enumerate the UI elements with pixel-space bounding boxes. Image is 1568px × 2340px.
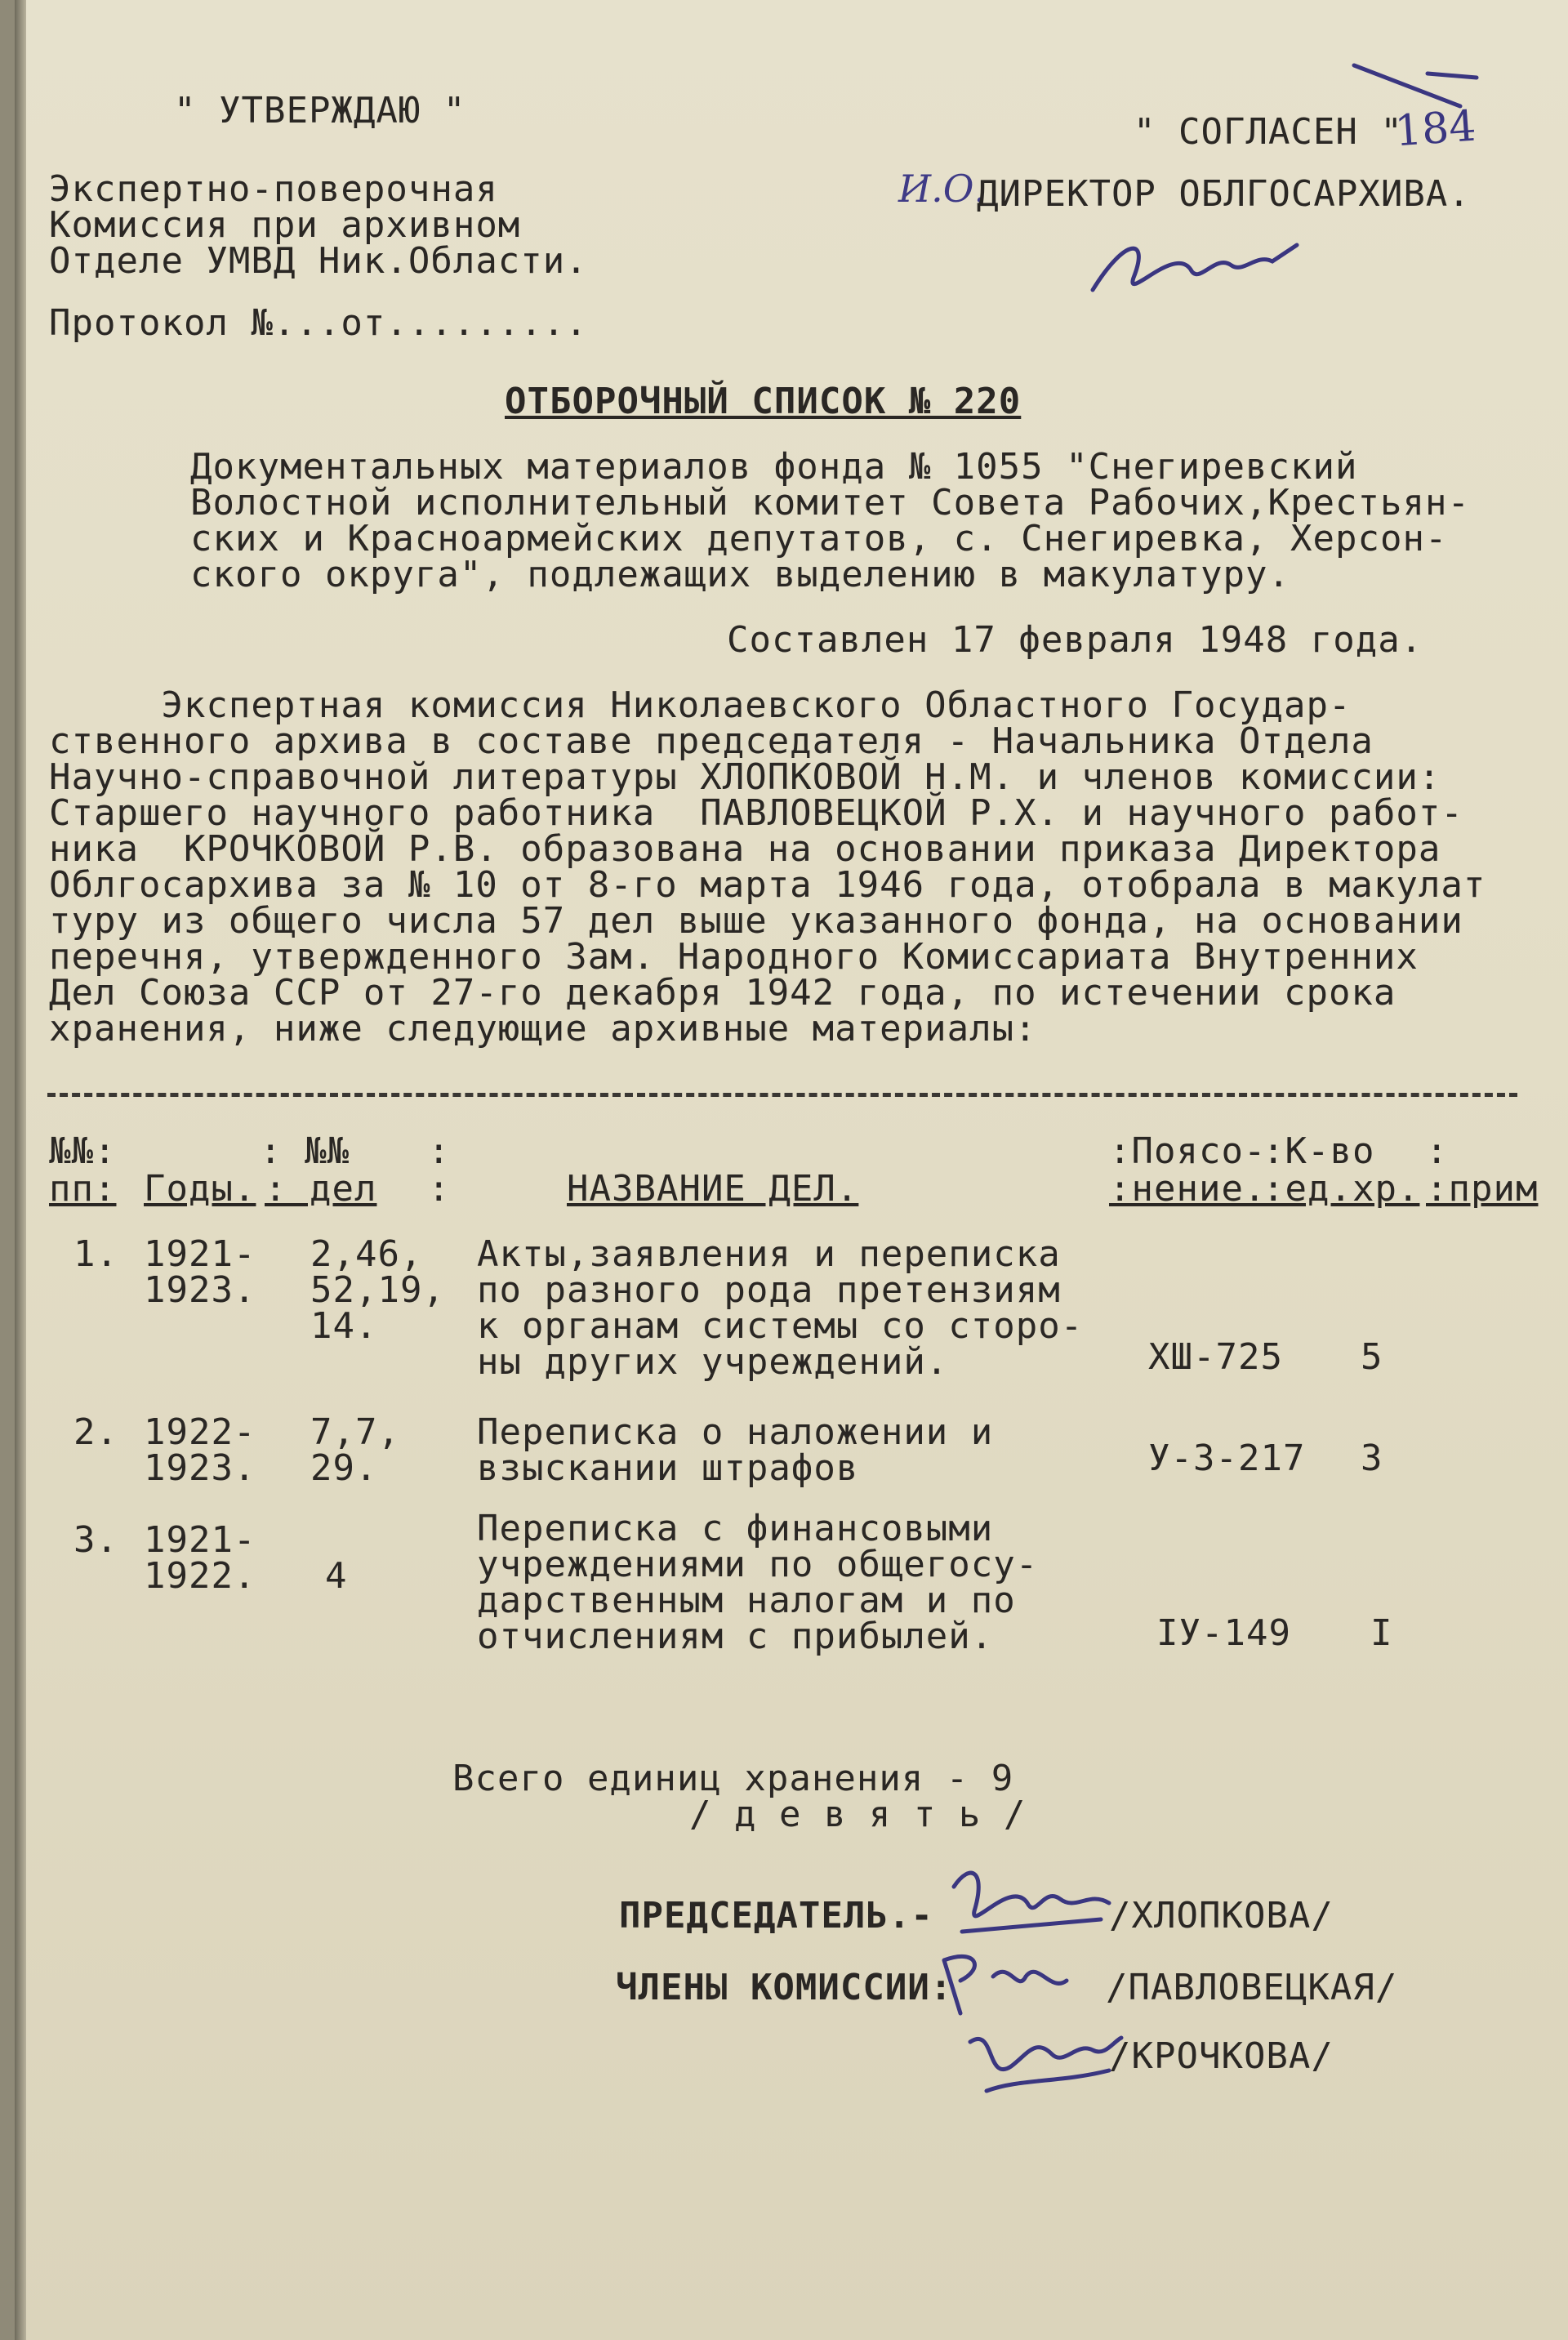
chair-label: ПРЕДСЕДАТЕЛЬ.- bbox=[619, 1895, 933, 1937]
agree-position: ДИРЕКТОР ОБЛГОСАРХИВА. bbox=[977, 173, 1471, 215]
body-line-10: хранения, ниже следующие архивные материалы: bbox=[49, 1008, 1037, 1050]
row1-cases-2: 52,19, bbox=[310, 1269, 445, 1311]
row1-cases-3: 14. bbox=[310, 1305, 378, 1347]
member2-signature bbox=[954, 2009, 1134, 2107]
subtitle-line-1: Документальных материалов фонда № 1055 "Снегиревский bbox=[190, 446, 1358, 488]
head-years: Годы. bbox=[144, 1168, 256, 1210]
row3-title-3: дарственным налогам и по bbox=[477, 1580, 1016, 1621]
row1-count: 5 bbox=[1361, 1336, 1383, 1378]
head-sep-top: : bbox=[428, 1130, 451, 1172]
row1-cases-1: 2,46, bbox=[310, 1233, 423, 1275]
head-explain: :нение. bbox=[1109, 1168, 1267, 1210]
total-line: Всего единиц хранения - 9 bbox=[452, 1758, 1014, 1799]
head-title: НАЗВАНИЕ ДЕЛ. bbox=[567, 1168, 859, 1210]
row3-count: I bbox=[1370, 1612, 1393, 1654]
corner-mark bbox=[1338, 49, 1485, 123]
approve-line-2: Комиссия при архивном bbox=[49, 204, 521, 246]
head-cases-top: : №№ bbox=[260, 1130, 350, 1172]
head-end-top: : bbox=[1426, 1130, 1449, 1172]
head-cases: : дел bbox=[265, 1168, 377, 1210]
body-line-2: ственного архива в составе председателя - Начальника Отдела bbox=[49, 720, 1374, 762]
members-label: ЧЛЕНЫ КОМИССИИ: bbox=[616, 1967, 953, 2008]
row2-title-2: взыскании штрафов bbox=[477, 1447, 859, 1489]
total-words: / д е в я т ь / bbox=[689, 1794, 1027, 1835]
subtitle-line-3: ских и Красноармейских депутатов, с. Снегиревка, Херсон- bbox=[190, 518, 1448, 559]
body-line-7: туру из общего числа 57 дел выше указанного фонда, на основании bbox=[49, 900, 1463, 942]
row1-year-start: 1921- bbox=[144, 1233, 256, 1275]
approve-line-1: Экспертно-поверочная bbox=[49, 168, 498, 210]
row3-explanation: IУ-149 bbox=[1156, 1612, 1291, 1654]
head-count-top: :К-во bbox=[1263, 1130, 1375, 1172]
table-separator bbox=[47, 1093, 1517, 1097]
page-edge bbox=[15, 0, 26, 2340]
head-num-top: №№: bbox=[49, 1130, 117, 1172]
body-line-5: ника КРОЧКОВОЙ Р.В. образована на основании приказа Директора bbox=[49, 828, 1441, 870]
row2-cases-2: 29. bbox=[310, 1447, 378, 1489]
head-count: :ед.хр. bbox=[1263, 1168, 1420, 1210]
body-line-4: Старшего научного работника ПАВЛОВЕЦКОЙ Р.Х. и научного работ- bbox=[49, 792, 1463, 834]
body-line-6: Облгосархива за № 10 от 8-го марта 1946 года, отобрала в макулат bbox=[49, 864, 1486, 906]
row1-title-2: по разного рода претензиям bbox=[477, 1269, 1061, 1311]
row3-title-4: отчислениям с прибылей. bbox=[477, 1616, 994, 1657]
subtitle-line-2: Волостной исполнительный комитет Совета Рабочих,Крестьян- bbox=[190, 482, 1470, 524]
subtitle-line-4: ского округа", подлежащих выделению в макулатуру. bbox=[190, 554, 1291, 595]
corner-number: 184 bbox=[1393, 101, 1478, 157]
row3-year-end: 1922. bbox=[144, 1555, 256, 1597]
row1-title-1: Акты,заявления и переписка bbox=[477, 1233, 1061, 1275]
head-num: пп: bbox=[49, 1168, 117, 1210]
row1-title-3: к органам системы со сторо- bbox=[477, 1305, 1084, 1347]
member2-name: /КРОЧКОВА/ bbox=[1109, 2035, 1334, 2077]
date-line: Составлен 17 февраля 1948 года. bbox=[727, 619, 1423, 661]
row1-num: 1. bbox=[74, 1233, 118, 1275]
director-signature bbox=[1076, 221, 1321, 310]
agree-title: " СОГЛАСЕН " bbox=[1134, 111, 1403, 153]
member1-name: /ПАВЛОВЕЦКАЯ/ bbox=[1106, 1967, 1398, 2008]
document-page bbox=[15, 0, 1568, 2340]
approve-line-3: Отделе УМВД Ник.Области. bbox=[49, 240, 588, 282]
protocol-line: Протокол №...от......... bbox=[49, 302, 588, 344]
row2-cases-1: 7,7, bbox=[310, 1411, 400, 1453]
row3-cases: 4 bbox=[325, 1555, 348, 1597]
row2-num: 2. bbox=[74, 1411, 118, 1453]
row3-title-1: Переписка с финансовыми bbox=[477, 1508, 994, 1549]
document-title: ОТБОРОЧНЫЙ СПИСОК № 220 bbox=[505, 381, 1022, 422]
body-line-3: Научно-справочной литературы ХЛОПКОВОЙ Н.М. и членов комиссии: bbox=[49, 756, 1441, 798]
row1-explanation: XШ-725 bbox=[1148, 1336, 1283, 1378]
row1-year-end: 1923. bbox=[144, 1269, 256, 1311]
row3-title-2: учреждениями по общегосу- bbox=[477, 1544, 1039, 1585]
chair-name: /ХЛОПКОВА/ bbox=[1109, 1895, 1334, 1937]
row2-explanation: У-3-217 bbox=[1148, 1437, 1306, 1479]
agree-handwritten: И.О. bbox=[898, 167, 987, 211]
row2-title-1: Переписка о наложении и bbox=[477, 1411, 994, 1453]
head-explain-top: :Поясо- bbox=[1109, 1130, 1267, 1172]
row2-count: 3 bbox=[1361, 1437, 1383, 1479]
row2-year-start: 1922- bbox=[144, 1411, 256, 1453]
body-line-8: перечня, утвержденного Зам. Народного Комиссариата Внутренних bbox=[49, 936, 1419, 978]
row3-num: 3. bbox=[74, 1519, 118, 1561]
row1-title-4: ны других учреждений. bbox=[477, 1341, 949, 1383]
row3-year-start: 1921- bbox=[144, 1519, 256, 1561]
row2-year-end: 1923. bbox=[144, 1447, 256, 1489]
head-note: :прим bbox=[1426, 1168, 1539, 1210]
approve-title: " УТВЕРЖДАЮ " bbox=[174, 90, 466, 131]
body-line-1: Экспертная комиссия Николаевского Областного Государ- bbox=[49, 684, 1352, 726]
head-sep: : bbox=[428, 1168, 451, 1210]
body-line-9: Дел Союза ССР от 27-го декабря 1942 года, по истечении срока bbox=[49, 972, 1396, 1014]
